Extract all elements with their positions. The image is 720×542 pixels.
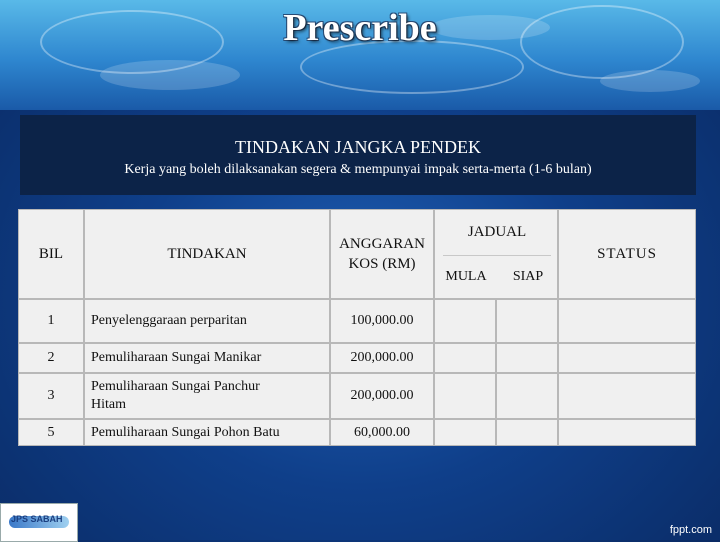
row2-status <box>558 343 696 373</box>
row4-bil-text: 5 <box>47 424 55 440</box>
header-jadual-label: JADUAL <box>467 224 527 240</box>
row1-status <box>558 299 696 343</box>
row3-tindakan-text: Pemuliharaan Sungai Panchur Hitam <box>91 379 260 412</box>
organization-logo <box>0 503 78 542</box>
row1-kos-text: 100,000.00 <box>350 313 414 328</box>
logo-text: JPS SABAH <box>11 514 63 524</box>
row2-bil-text: 2 <box>47 350 55 365</box>
row1-kos <box>330 299 434 343</box>
row2-bil <box>18 343 84 373</box>
row4-status <box>558 419 696 446</box>
row3-mula <box>434 373 496 419</box>
row1-tindakan-text: Penyelenggaraan perparitan <box>91 313 247 328</box>
row3-tindakan <box>84 373 330 419</box>
watermark-text: fppt.com <box>669 524 712 536</box>
header-anggaran-label: ANGGARAN KOS (RM) <box>339 236 425 272</box>
row1-tindakan <box>84 299 330 343</box>
row4-siap <box>496 419 558 446</box>
row3-bil-text: 3 <box>47 388 55 403</box>
banner-subheading: Kerja yang boleh dilaksanakan segera & mempunyai impak serta-merta (1-6 bulan) <box>124 162 592 177</box>
row2-kos <box>330 343 434 373</box>
row4-mula <box>434 419 496 446</box>
row2-tindakan <box>84 343 330 373</box>
jadual-divider <box>443 255 551 256</box>
row1-bil <box>18 299 84 343</box>
header-bil-label: BIL <box>38 245 64 262</box>
row1-bil-text: 1 <box>47 313 55 328</box>
row3-siap <box>496 373 558 419</box>
row4-tindakan <box>84 419 330 446</box>
row4-bil <box>18 419 84 446</box>
row3-status <box>558 373 696 419</box>
banner-heading: TINDAKAN JANGKA PENDEK <box>235 137 481 157</box>
row3-kos <box>330 373 434 419</box>
row3-kos-text: 200,000.00 <box>350 388 414 403</box>
header-jadual-group <box>434 209 558 299</box>
row4-kos-text: 60,000.00 <box>354 424 410 440</box>
row4-kos <box>330 419 434 446</box>
row4-tindakan-text: Pemuliharaan Sungai Pohon Batu <box>91 424 280 440</box>
header-status-label: STATUS <box>597 245 657 262</box>
header-mula-label: MULA <box>445 269 487 284</box>
row1-mula <box>434 299 496 343</box>
row2-kos-text: 200,000.00 <box>350 350 414 365</box>
slide-title: Prescribe <box>283 7 437 49</box>
row2-mula <box>434 343 496 373</box>
row3-bil <box>18 373 84 419</box>
header-anggaran <box>330 209 434 299</box>
row2-tindakan-text: Pemuliharaan Sungai Manikar <box>91 350 262 365</box>
row1-siap <box>496 299 558 343</box>
header-bil <box>18 209 84 299</box>
header-status <box>558 209 696 299</box>
header-tindakan <box>84 209 330 299</box>
header-tindakan-label: TINDAKAN <box>167 245 247 262</box>
section-banner <box>20 115 696 195</box>
header-siap-label: SIAP <box>512 269 544 284</box>
row2-siap <box>496 343 558 373</box>
